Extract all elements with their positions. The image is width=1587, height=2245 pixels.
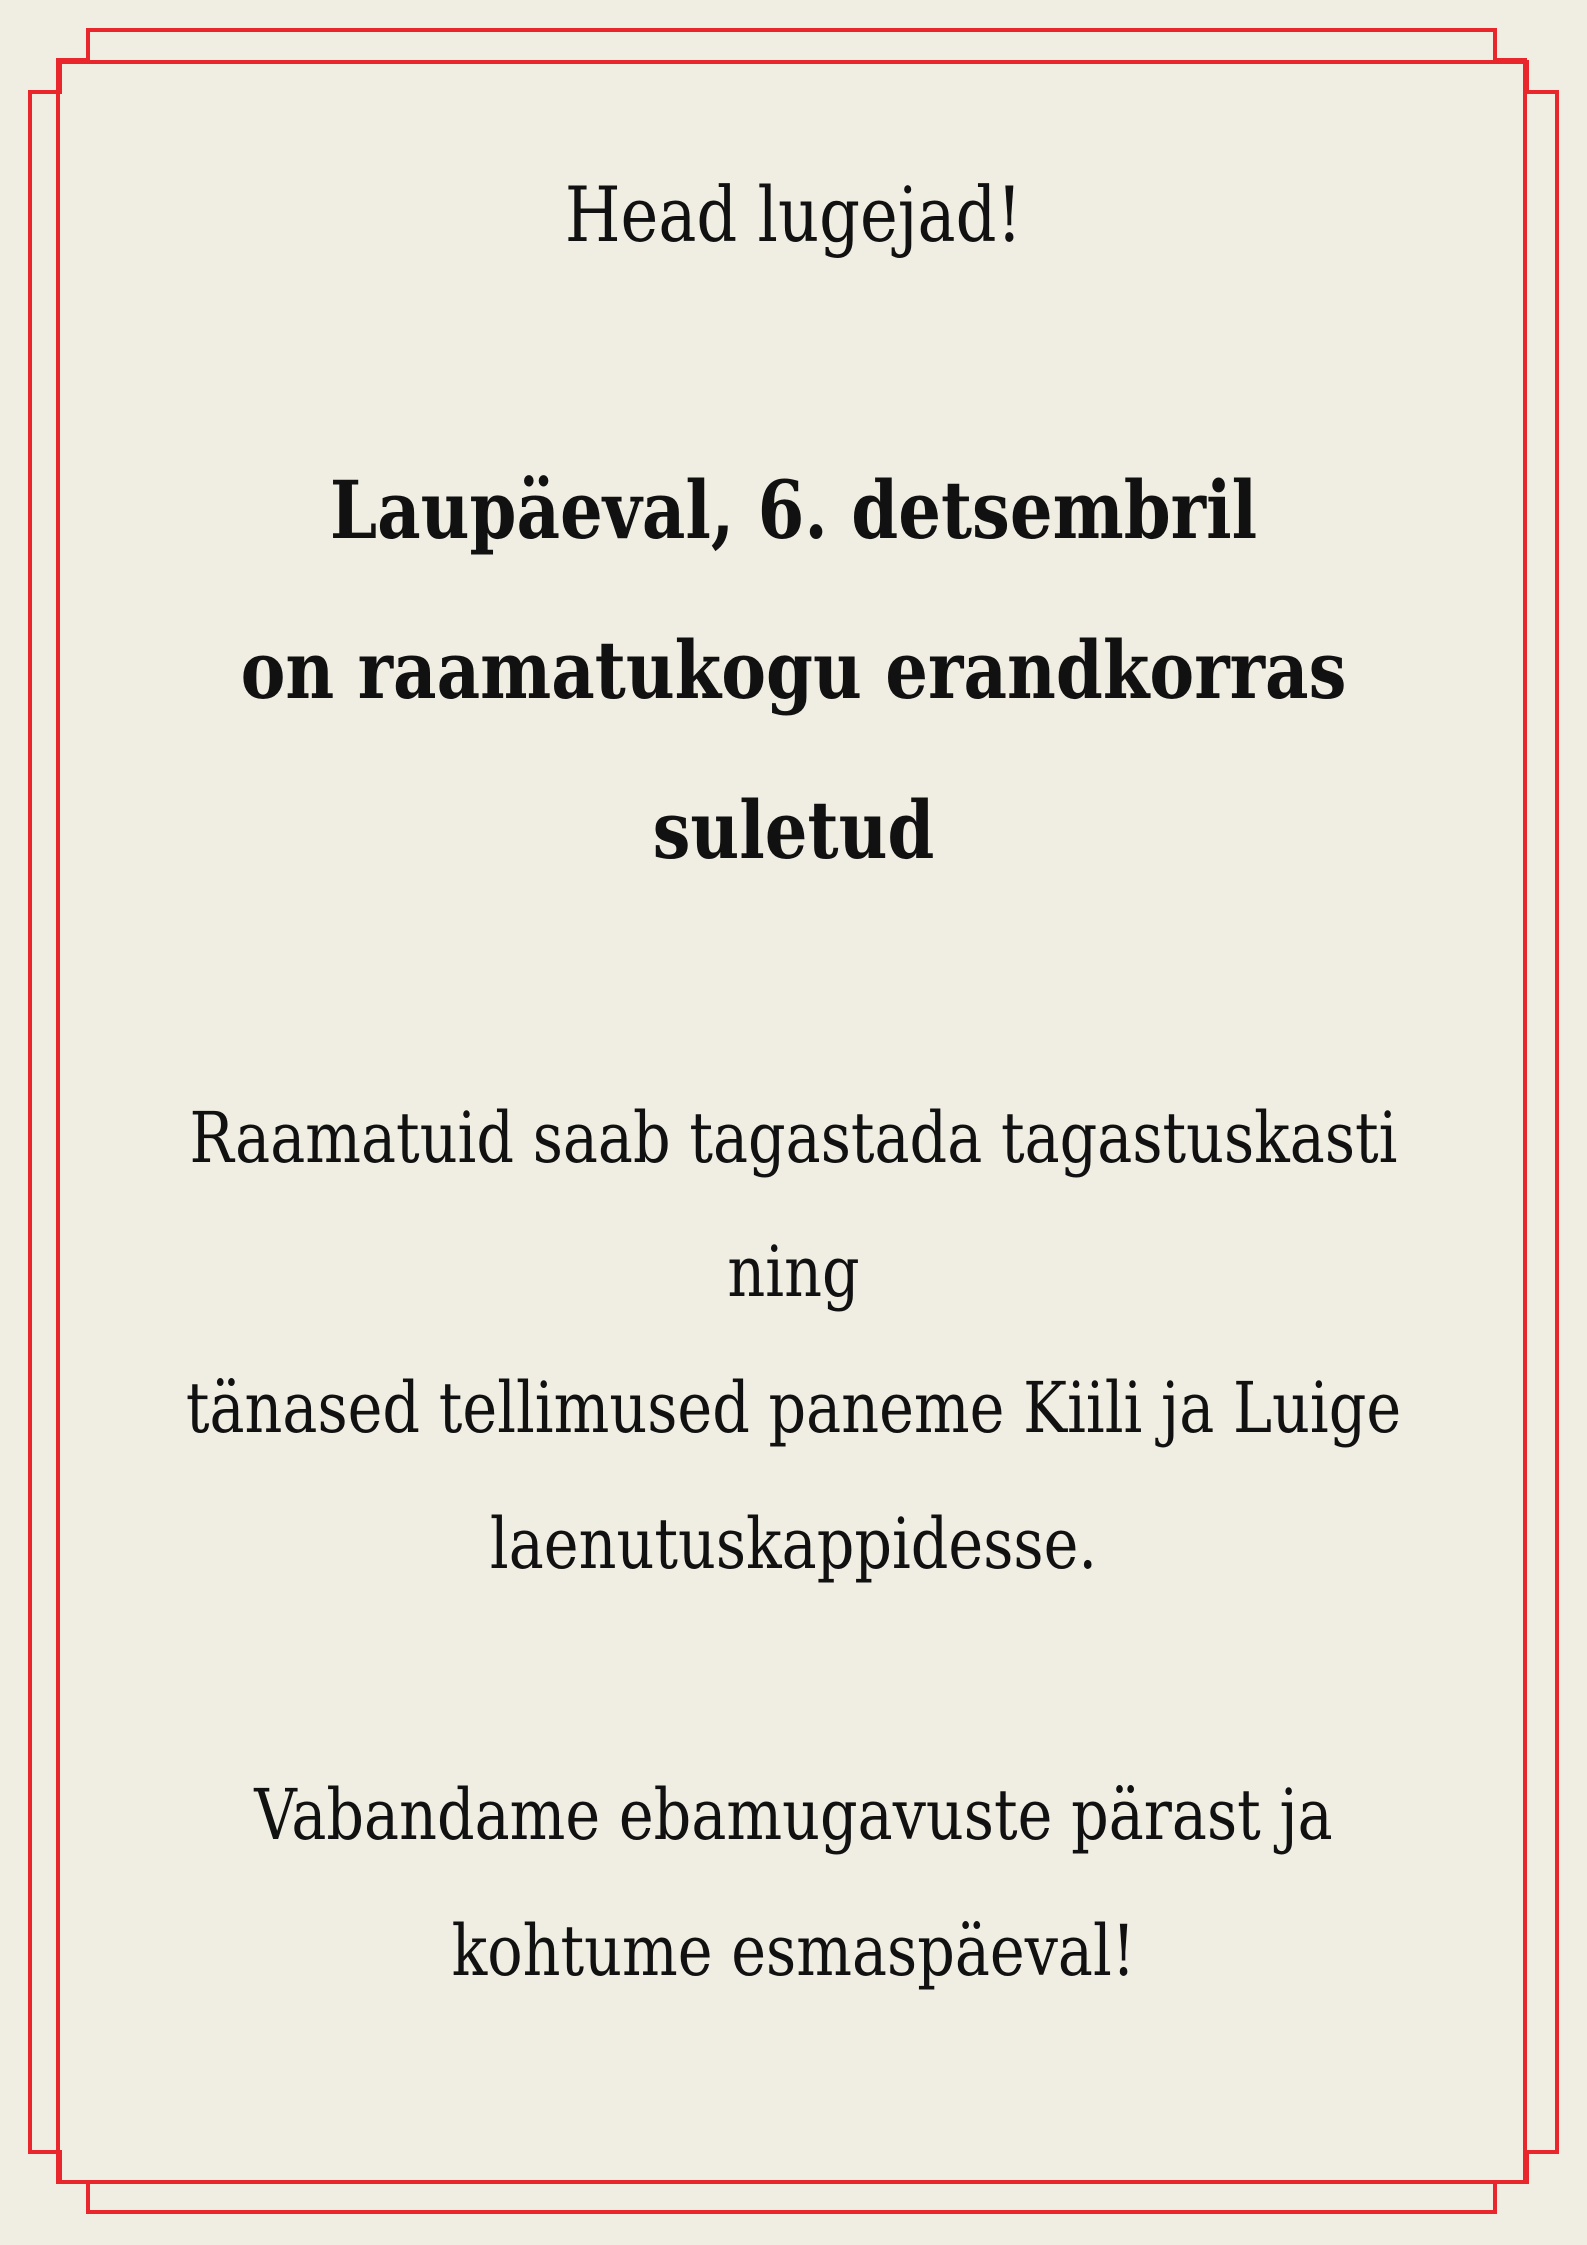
headline-line: Laupäeval, 6. detsembril <box>329 463 1258 557</box>
headline-line: suletud <box>652 783 935 877</box>
closing-line: Vabandame ebamugavuste pärast ja <box>254 1774 1333 1856</box>
info-line: laenutuskappidesse. <box>489 1503 1098 1585</box>
greeting: Head lugejad! <box>564 170 1023 259</box>
closing-line: kohtume esmaspäeval! <box>451 1910 1136 1992</box>
info-line: ning <box>727 1231 860 1313</box>
info-line: tänased tellimused paneme Kiili ja Luige <box>185 1367 1402 1449</box>
info-line: Raamatuid saab tagastada tagastuskasti <box>189 1097 1398 1179</box>
headline-line: on raamatukogu erandkorras <box>240 623 1347 717</box>
